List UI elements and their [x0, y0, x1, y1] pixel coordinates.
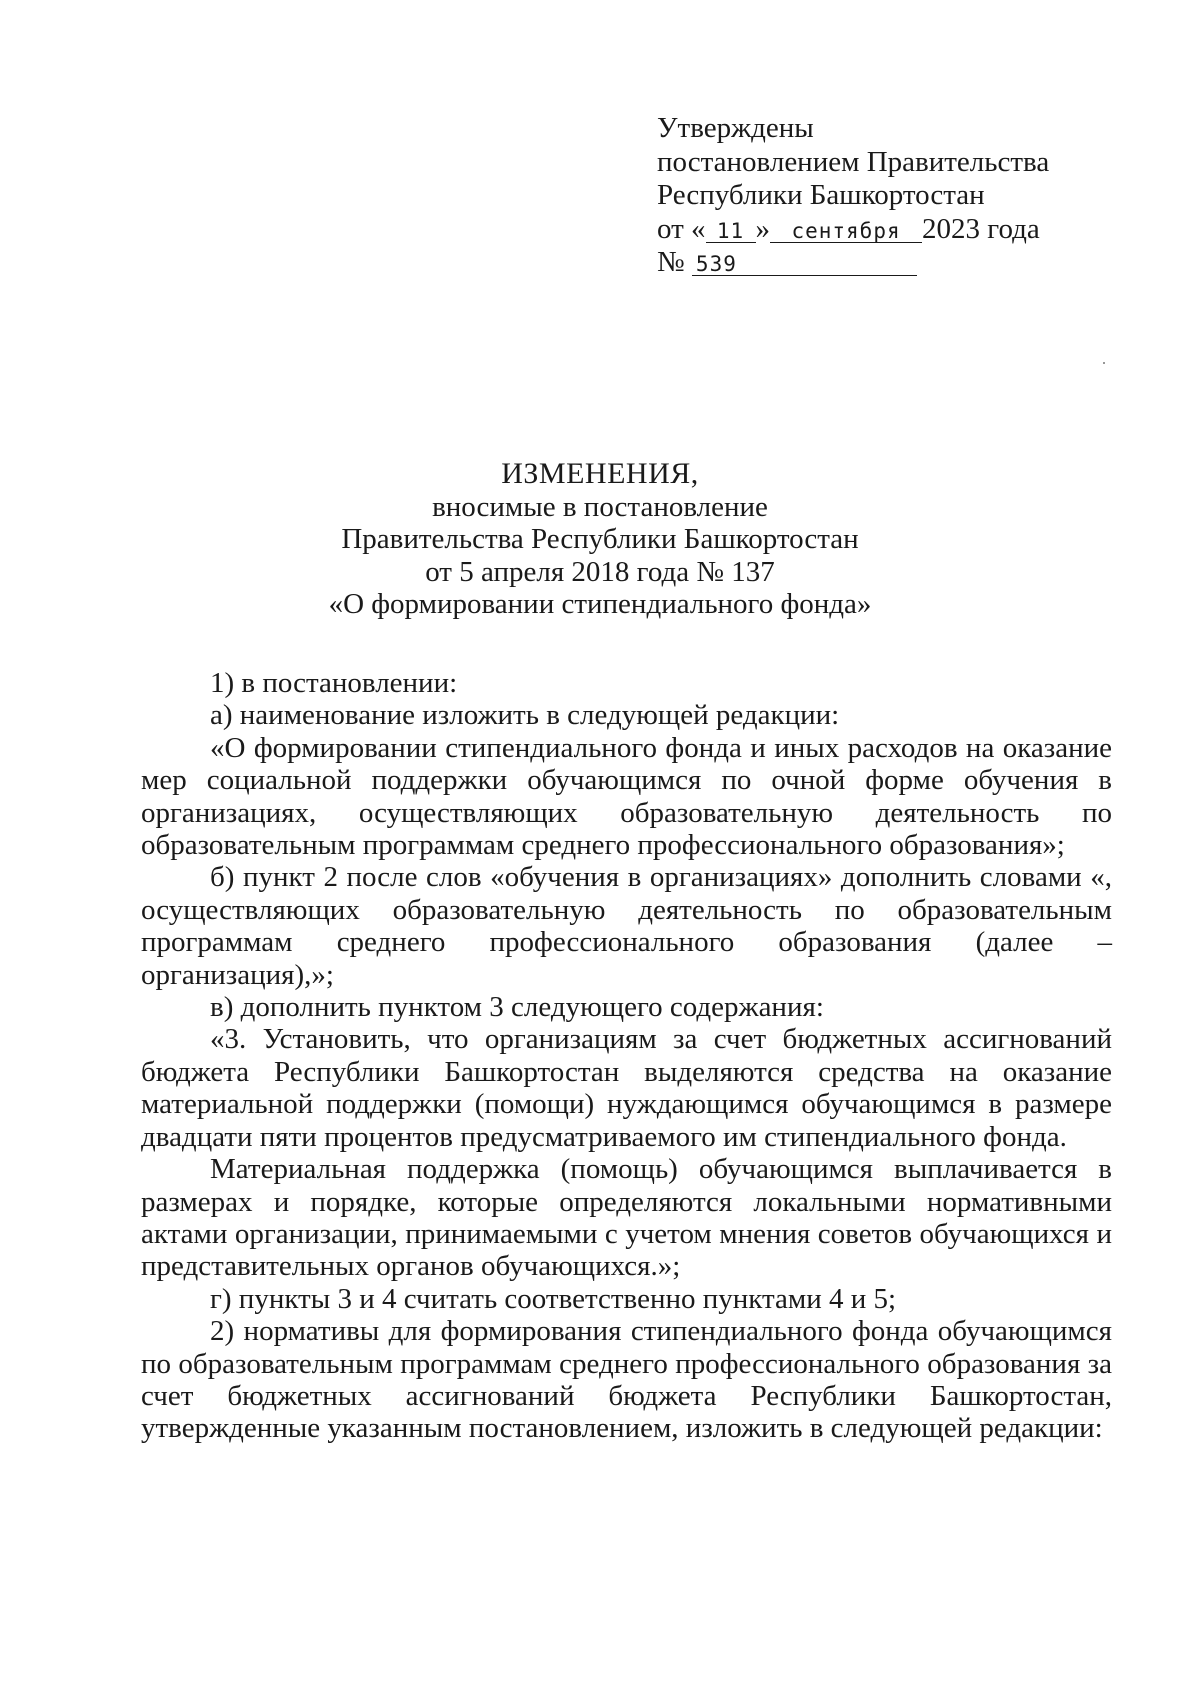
paragraph: г) пункты 3 и 4 считать соответственно пунктами 4 и 5;	[210, 1282, 897, 1315]
approval-line: Республики Башкортостан	[657, 179, 985, 211]
document-body	[141, 667, 1112, 1445]
paragraph: а) наименование изложить в следующей редакции:	[210, 699, 840, 732]
date-prefix: от «	[657, 212, 706, 245]
paragraph: 1) в постановлении:	[210, 667, 458, 699]
approval-number	[657, 246, 1049, 280]
title-line: Правительства Республики Башкортостан	[341, 523, 859, 555]
approval-line: постановлением Правительства	[657, 145, 1050, 178]
approval-line: Утверждены	[657, 112, 814, 144]
title-line: «О формировании стипендиального фонда»	[328, 588, 872, 620]
date-month: сентября	[770, 220, 922, 243]
paragraph: 2) нормативы для формирования стипендиального фонда обучающимся по образовательным программам среднего профессионального образования за счет бюджетных ассигнований бюджета Республики Башкортостан, утвержденные указанным постановлением, изложить в следующей редакции:	[141, 1315, 1112, 1445]
title-line: вносимые в постановление	[432, 490, 768, 523]
paragraph: «3. Установить, что организациям за счет бюджетных ассигнований бюджета Республики Башкортостан выделяются средства на оказание материальной поддержки (помощи) нуждающимся обучающимся в размере двадцати пяти процентов предусматриваемого им стипендиального фонда.	[141, 1023, 1112, 1153]
paragraph: б) пункт 2 после слов «обучения в организациях» дополнить словами «, осуществляющих образовательную деятельность по образовательным программам среднего профессионального образования (далее – организация),»;	[141, 861, 1112, 991]
date-mid: »	[755, 212, 771, 245]
paragraph: «О формировании стипендиального фонда и иных расходов на оказание мер социальной поддержки обучающимся по очной форме обучения в организациях, осуществляющих образовательную деятельность по образовательным программам среднего профессионального образования»;	[141, 731, 1112, 862]
approval-stamp	[657, 112, 1049, 280]
scan-speck	[1103, 362, 1105, 364]
paragraph: Материальная поддержка (помощь) обучающимся выплачивается в размерах и порядке, которые определяются локальными нормативными актами организации, принимаемыми с учетом мнения советов обучающихся и представительных органов обучающихся.»;	[141, 1153, 1112, 1283]
approval-date	[657, 213, 1049, 247]
date-year: 2023 года	[922, 212, 1040, 245]
number-prefix: №	[657, 246, 685, 278]
title-main: ИЗМЕНЕНИЯ,	[501, 457, 699, 490]
title-line: от 5 апреля 2018 года № 137	[425, 555, 775, 588]
date-day: 11	[706, 220, 756, 243]
document-title	[0, 458, 1200, 621]
document-number: 539	[692, 253, 917, 276]
paragraph: в) дополнить пунктом 3 следующего содержания:	[210, 991, 824, 1024]
